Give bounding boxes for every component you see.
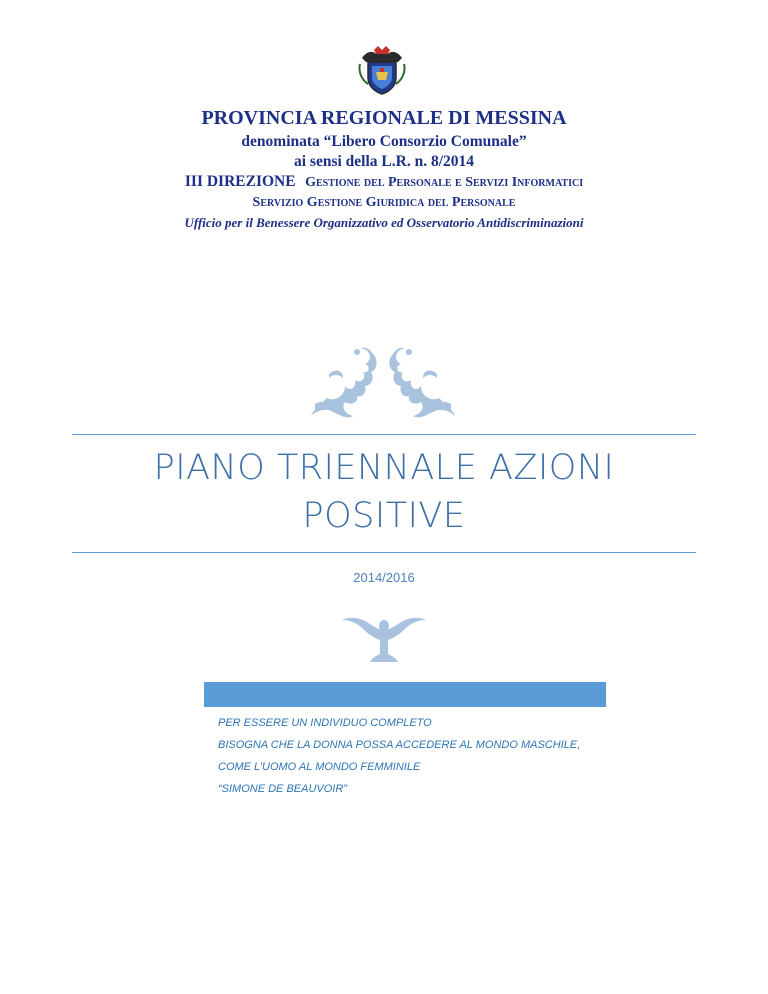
service-line: Servizio Gestione Giuridica del Personale: [252, 195, 516, 210]
year-range: 2014/2016: [353, 570, 415, 585]
direction-name: Gestione del Personale e Servizi Informatici: [305, 175, 584, 190]
quote-line-1: PER ESSERE UN INDIVIDUO COMPLETO: [218, 717, 432, 729]
denomination-line: denominata “Libero Consorzio Comunale”: [241, 133, 527, 150]
title-top-rule: [72, 434, 696, 435]
document-title: [72, 444, 696, 540]
quote-author: “SIMONE DE BEAUVOIR”: [218, 783, 347, 795]
organization-name: PROVINCIA REGIONALE DI MESSINA: [201, 107, 567, 129]
accent-bar: [204, 682, 606, 707]
title-line-1: PIANO TRIENNALE AZIONI: [153, 448, 615, 488]
title-line-2: POSITIVE: [302, 496, 466, 536]
letterhead: [0, 104, 768, 233]
epigraph-quote: [218, 712, 638, 800]
floral-scroll-ornament-icon: [305, 344, 461, 424]
quote-line-3: COME L’UOMO AL MONDO FEMMINILE: [218, 761, 421, 773]
direction-line: [0, 172, 768, 193]
title-bottom-rule: [72, 552, 696, 553]
office-line: Ufficio per il Benessere Organizzativo ed Osservatorio Antidiscriminazioni: [184, 215, 584, 230]
coat-of-arms-icon: [356, 44, 408, 96]
direction-prefix: III DIREZIONE: [184, 173, 296, 190]
fleur-ornament-icon: [340, 614, 428, 664]
quote-line-2: BISOGNA CHE LA DONNA POSSA ACCEDERE AL MONDO MASCHILE,: [218, 739, 581, 751]
law-reference: ai sensi della L.R. n. 8/2014: [294, 153, 474, 170]
